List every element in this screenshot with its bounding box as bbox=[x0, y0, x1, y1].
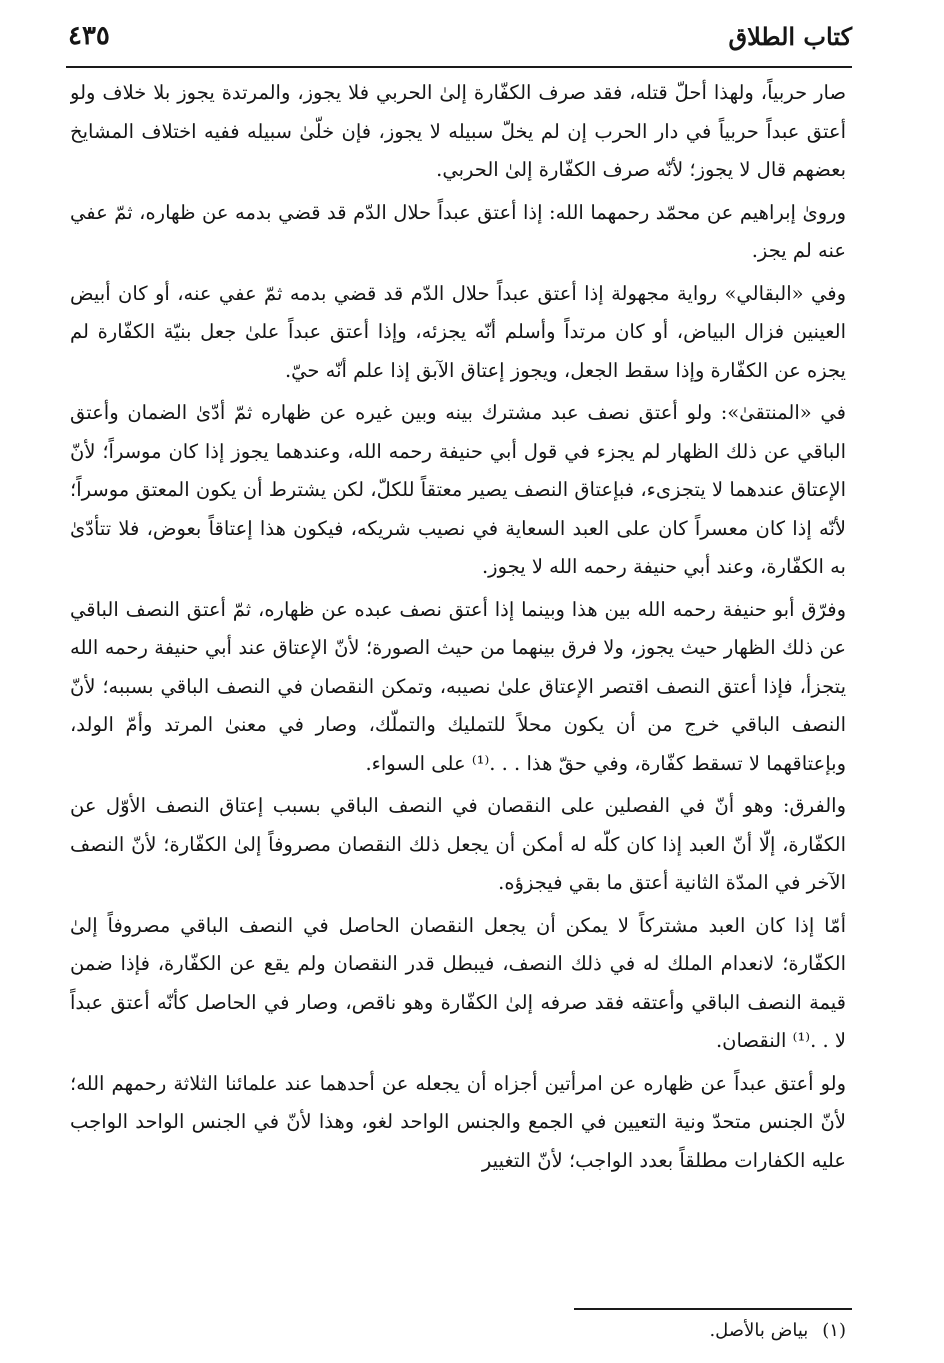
paragraph: ولو أعتق عبداً عن ظهاره عن امرأتين أجزاه أن يجعله عن أحدهما عند علمائنا الثلاثة رحمهم الله؛ لأنّ الجنس متحدّ ونية التعيين في الجمع والجنس الواحد لغو، وهذا لأنّ في الجنس الواحد الواجب عليه الكفارات مطلقاً بعدد الواجب؛ لأنّ التغيير bbox=[70, 1071, 846, 1172]
page-header bbox=[68, 12, 852, 60]
paragraph: أمّا إذا كان العبد مشتركاً لا يمكن أن يجعل النقصان الحاصل في النصف الباقي مصروفاً إلىٰ الكفّارة؛ لانعدام الملك له في ذلك النصف، فيبطل قدر النقصان ولم يقع عن الكفّارة، فإذا ضمن قيمة النصف الباقي وأعتقه فقد صرفه إلىٰ الكفّارة وهو ناقص، وصار في الحاصل كأنّه أعتق عبداً لا . .⁽¹⁾ النقصان. bbox=[70, 913, 846, 1052]
footnote-divider bbox=[574, 1308, 852, 1310]
header-divider bbox=[66, 66, 852, 68]
paragraph: والفرق: وهو أنّ في الفصلين على النقصان في النصف الباقي بسبب إعتاق النصف الأوّل عن الكفّارة، إلّا أنّ العبد إذا كان كلّه له أمكن أن يجعل ذلك النقصان مصروفاً إلىٰ الكفّارة؛ لأنّ النصف الآخر في المدّة الثانية أعتق ما بقي فيجزؤه. bbox=[70, 794, 846, 894]
paragraph: ورویٰ إبراهيم عن محمّد رحمهما الله: إذا أعتق عبداً حلال الدّم قد قضي بدمه عن ظهاره، ثمّ عفي عنه لم يجز. bbox=[70, 200, 846, 262]
paragraph: في «المنتقیٰ»: ولو أعتق نصف عبد مشترك بينه وبين غيره عن ظهاره ثمّ أدّىٰ الضمان وأعتق الباقي عن ذلك الظهار لم يجزء في قول أبي حنيفة رحمه الله، وعندهما يجوز إذا كان موسراً؛ لأنّ الإعتاق عندهما لا يتجزىء، فبإعتاق النصف يصير معتقاً للكلّ، لكن يشترط أن يكون المعتق موسراً؛ لأنّه إذا كان معسراً كان على العبد السعاية في نصيب شريكه، فيكون هذا إعتاقاً بعوض، فلا تتأدّىٰ به الكفّارة، وعند أبي حنيفة رحمه الله لا يجوز. bbox=[70, 401, 846, 578]
footnote-marker: (١) bbox=[822, 1320, 846, 1341]
main-text bbox=[70, 72, 846, 1252]
running-title: كتاب الطلاق bbox=[728, 21, 852, 51]
paragraph: وفرّق أبو حنيفة رحمه الله بين هذا وبينما إذا أعتق نصف عبده عن ظهاره، ثمّ أعتق النصف الباقي عن ذلك الظهار حيث يجوز، ولا فرق بينهما من حيث الصورة؛ لأنّ الإعتاق عند أبي حنيفة رحمه الله يتجزأ، فإذا أعتق النصف اقتصر الإعتاق علىٰ نصيبه، وتمكن النقصان في النصف الباقي بسببه؛ لأنّ النصف الباقي خرج من أن يكون محلاً للتمليك والتملّك، وصار في معنىٰ المرتد وأمّ الولد، وبإعتاقهما لا تسقط كفّارة، وفي حقّ هذا . . .⁽¹⁾ على السواء. bbox=[70, 597, 846, 775]
paragraph: وفي «البقالي» رواية مجهولة إذا أعتق عبداً حلال الدّم قد قضي بدمه ثمّ عفي عنه، أو كان أبيض العينين فزال البياض، أو كان مرتداً وأسلم أنّه يجزئه، وإذا أعتق عبداً علىٰ جعل بنيّة الكفّارة لم يجزه عن الكفّارة وإذا سقط الجعل، ويجوز إعتاق الآبق إذا علم أنّه حيّ. bbox=[70, 281, 846, 382]
footnote bbox=[70, 1316, 846, 1346]
footnote-text: بياض بالأصل. bbox=[709, 1320, 809, 1341]
paragraph: صار حربياً، ولهذا أحلّ قتله، فقد صرف الكفّارة إلىٰ الحربي فلا يجوز، والمرتدة يجوز بلا خلاف ولو أعتق عبداً حربياً في دار الحرب إن لم يخلّ سبيله لا يجوز، فإن خلّىٰ سبيله ففيه اختلاف المشايخ بعضهم قال لا يجوز؛ لأنّه صرف الكفّارة إلىٰ الحربي. bbox=[70, 81, 846, 181]
page-number: ٤٣٥ bbox=[68, 21, 110, 51]
